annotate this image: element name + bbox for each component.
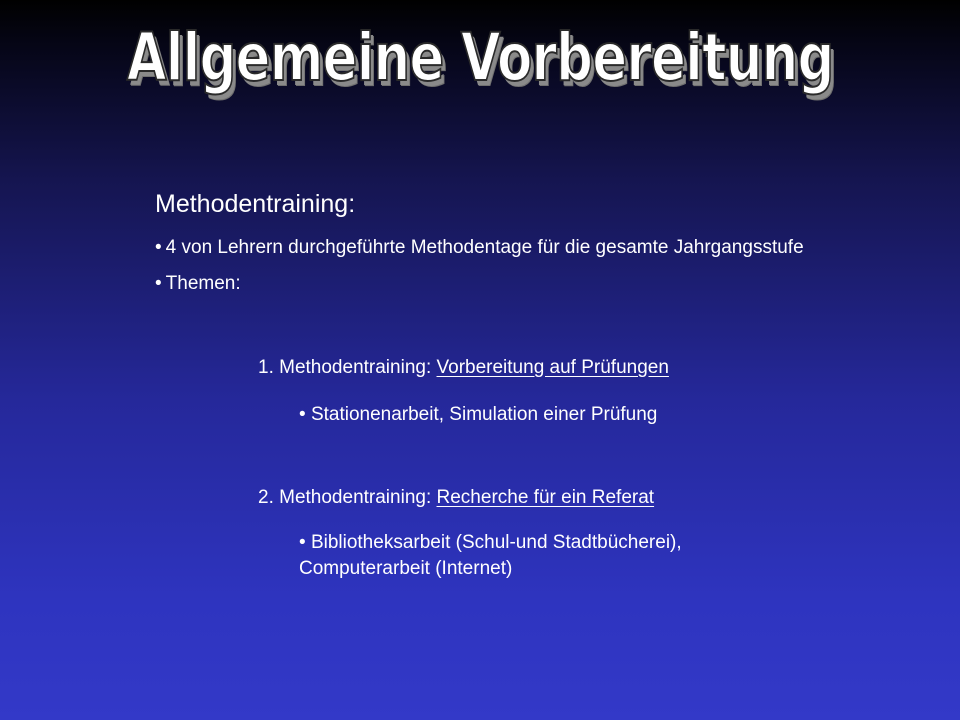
content-area (155, 190, 835, 307)
training-2-detail (299, 530, 799, 582)
bullet-item (155, 271, 835, 297)
slide-title: Allgemeine Vorbereitung (126, 19, 834, 96)
bullet-text: Themen: (165, 273, 241, 294)
title-container (0, 19, 960, 96)
training-2-prefix: 2. Methodentraining: (258, 487, 432, 508)
bullet-item (155, 235, 835, 261)
training-1-prefix: 1. Methodentraining: (258, 357, 432, 378)
training-1-title (258, 357, 669, 379)
training-2-topic: Recherche für ein Referat (436, 487, 655, 508)
training-1-detail (299, 402, 859, 428)
training-2-detail-text: Bibliotheksarbeit (Schul-und Stadtbücherei), Computerarbeit (Internet) (299, 532, 682, 579)
bullet-dot: • (155, 273, 162, 294)
training-2-title (258, 487, 654, 509)
training-1-topic: Vorbereitung auf Prüfungen (436, 357, 669, 378)
training-1-detail-text: Stationenarbeit, Simulation einer Prüfung (310, 404, 658, 425)
bullet-dot: • (299, 532, 306, 553)
bullet-dot: • (155, 237, 162, 258)
section-heading: Methodentraining: (155, 190, 356, 218)
bullet-text: 4 von Lehrern durchgeführte Methodentage für die gesamte Jahrgangsstufe (165, 237, 804, 258)
bullet-dot: • (299, 404, 306, 425)
